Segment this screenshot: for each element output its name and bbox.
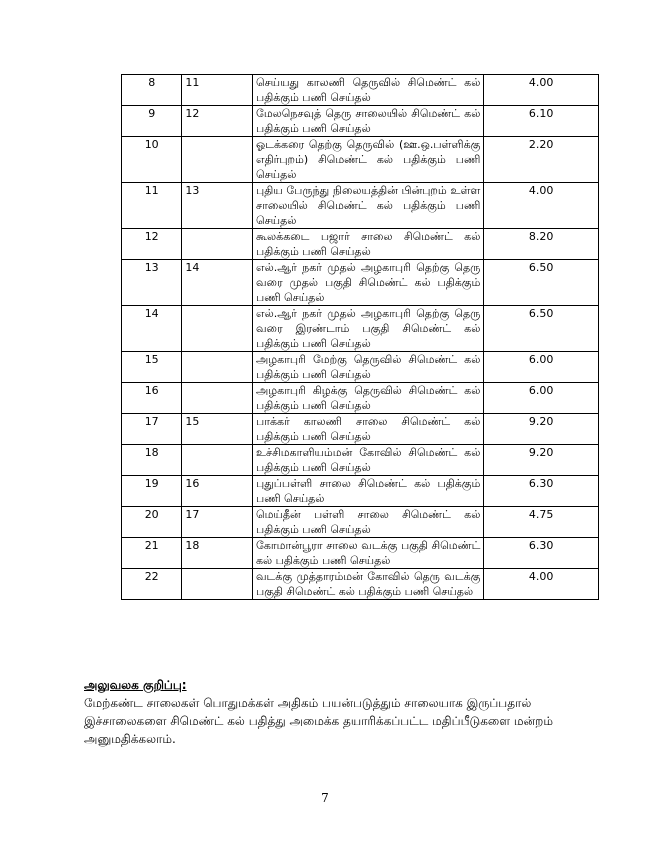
ward-number-cell: 11 bbox=[182, 75, 253, 106]
estimate-amount-cell: 6.50 bbox=[484, 260, 599, 306]
serial-number-cell: 22 bbox=[122, 569, 182, 600]
work-description-cell: ஓடக்கரை தெற்கு தெருவில் (ஊ.ஒ.பள்ளிக்கு எதிர்புறம்) சிமெண்ட் கல் பதிக்கும் பணி செய்தல் bbox=[253, 137, 484, 183]
serial-number-cell: 10 bbox=[122, 137, 182, 183]
ward-number-cell: 14 bbox=[182, 260, 253, 306]
estimate-amount-cell: 6.30 bbox=[484, 476, 599, 507]
ward-number-cell: 12 bbox=[182, 106, 253, 137]
table-row bbox=[122, 414, 599, 445]
estimate-amount-cell: 6.00 bbox=[484, 352, 599, 383]
work-description-cell: உச்சிமகாளியம்மன் கோவில் சிமெண்ட் கல் பதிக்கும் பணி செய்தல் bbox=[253, 445, 484, 476]
work-description-cell: மேலநெசவுத் தெரு சாலையில் சிமெண்ட் கல் பதிக்கும் பணி செய்தல் bbox=[253, 106, 484, 137]
serial-number-cell: 14 bbox=[122, 306, 182, 352]
work-description-cell: அழகாபுரி மேற்கு தெருவில் சிமெண்ட் கல் பதிக்கும் பணி செய்தல் bbox=[253, 352, 484, 383]
work-description-cell: புதிய பேருந்து நிலையத்தின் பின்புறம் உள்ள சாலையில் சிமெண்ட் கல் பதிக்கும் பணி செய்தல் bbox=[253, 183, 484, 229]
ward-number-cell: 16 bbox=[182, 476, 253, 507]
page-number: 7 bbox=[321, 791, 329, 805]
ward-number-cell: 17 bbox=[182, 507, 253, 538]
ward-number-cell bbox=[182, 229, 253, 260]
serial-number-cell: 21 bbox=[122, 538, 182, 569]
serial-number-cell: 12 bbox=[122, 229, 182, 260]
work-description-cell: செய்யது காலணி தெருவில் சிமெண்ட் கல் பதிக்கும் பணி செய்தல் bbox=[253, 75, 484, 106]
estimate-amount-cell: 9.20 bbox=[484, 445, 599, 476]
work-description-cell: எல்.ஆர் நகர் முதல் அழகாபுரி தெற்கு தெரு வரை இரண்டாம் பகுதி சிமெண்ட் கல் பதிக்கும் பணி செய்தல் bbox=[253, 306, 484, 352]
estimate-amount-cell: 4.75 bbox=[484, 507, 599, 538]
serial-number-cell: 9 bbox=[122, 106, 182, 137]
work-description-cell: அழகாபுரி கிழக்கு தெருவில் சிமெண்ட் கல் பதிக்கும் பணி செய்தல் bbox=[253, 383, 484, 414]
serial-number-cell: 16 bbox=[122, 383, 182, 414]
table-row bbox=[122, 229, 599, 260]
ward-number-cell bbox=[182, 383, 253, 414]
table-row bbox=[122, 106, 599, 137]
ward-number-cell: 18 bbox=[182, 538, 253, 569]
estimate-amount-cell: 6.50 bbox=[484, 306, 599, 352]
table-row bbox=[122, 476, 599, 507]
work-description-cell: எல்.ஆர் நகர் முதல் அழகாபுரி தெற்கு தெரு வரை முதல் பகுதி சிமெண்ட் கல் பதிக்கும் பணி செய்தல் bbox=[253, 260, 484, 306]
estimate-amount-cell: 6.00 bbox=[484, 383, 599, 414]
table-row bbox=[122, 183, 599, 229]
estimate-amount-cell: 2.20 bbox=[484, 137, 599, 183]
office-note-body: மேற்கண்ட சாலைகள் பொதுமக்கள் அதிகம் பயன்படுத்தும் சாலையாக இருப்பதால் இச்சாலைகளை சிமெண்ட் கல் பதித்து அமைக்க தயாரிக்கப்பட்ட மதிப்பீடுகளை மன்றம் அனுமதிக்கலாம். bbox=[84, 696, 554, 746]
table-row bbox=[122, 75, 599, 106]
work-description-cell: பாக்கர் காலணி சாலை சிமெண்ட் கல் பதிக்கும் பணி செய்தல் bbox=[253, 414, 484, 445]
table-row bbox=[122, 137, 599, 183]
works-table-body bbox=[122, 75, 599, 600]
office-note-title: அலுவலக குறிப்பு: bbox=[84, 678, 187, 692]
estimate-amount-cell: 4.00 bbox=[484, 75, 599, 106]
work-description-cell: புதுப்பள்ளி சாலை சிமெண்ட் கல் பதிக்கும் பணி செய்தல் bbox=[253, 476, 484, 507]
serial-number-cell: 20 bbox=[122, 507, 182, 538]
serial-number-cell: 15 bbox=[122, 352, 182, 383]
ward-number-cell bbox=[182, 569, 253, 600]
table-row bbox=[122, 538, 599, 569]
estimate-amount-cell: 8.20 bbox=[484, 229, 599, 260]
table-row bbox=[122, 383, 599, 414]
table-row bbox=[122, 569, 599, 600]
estimate-amount-cell: 4.00 bbox=[484, 183, 599, 229]
table-row bbox=[122, 352, 599, 383]
table-row bbox=[122, 306, 599, 352]
office-note bbox=[84, 676, 604, 748]
estimate-amount-cell: 9.20 bbox=[484, 414, 599, 445]
estimate-amount-cell: 6.30 bbox=[484, 538, 599, 569]
ward-number-cell: 13 bbox=[182, 183, 253, 229]
table-row bbox=[122, 445, 599, 476]
ward-number-cell: 15 bbox=[182, 414, 253, 445]
serial-number-cell: 13 bbox=[122, 260, 182, 306]
serial-number-cell: 8 bbox=[122, 75, 182, 106]
estimate-amount-cell: 6.10 bbox=[484, 106, 599, 137]
table-row bbox=[122, 507, 599, 538]
serial-number-cell: 17 bbox=[122, 414, 182, 445]
work-description-cell: கூலக்கடை பஜார் சாலை சிமெண்ட் கல் பதிக்கும் பணி செய்தல் bbox=[253, 229, 484, 260]
works-table bbox=[121, 74, 599, 600]
estimate-amount-cell: 4.00 bbox=[484, 569, 599, 600]
ward-number-cell bbox=[182, 137, 253, 183]
ward-number-cell bbox=[182, 352, 253, 383]
work-description-cell: வடக்கு முத்தாரம்மன் கோவில் தெரு வடக்கு பகுதி சிமெண்ட் கல் பதிக்கும் பணி செய்தல் bbox=[253, 569, 484, 600]
work-description-cell: கோமான்பூரா சாலை வடக்கு பகுதி சிமெண்ட் கல் பதிக்கும் பணி செய்தல் bbox=[253, 538, 484, 569]
ward-number-cell bbox=[182, 306, 253, 352]
table-row bbox=[122, 260, 599, 306]
serial-number-cell: 11 bbox=[122, 183, 182, 229]
work-description-cell: மெய்தீன் பள்ளி சாலை சிமெண்ட் கல் பதிக்கும் பணி செய்தல் bbox=[253, 507, 484, 538]
serial-number-cell: 18 bbox=[122, 445, 182, 476]
ward-number-cell bbox=[182, 445, 253, 476]
serial-number-cell: 19 bbox=[122, 476, 182, 507]
